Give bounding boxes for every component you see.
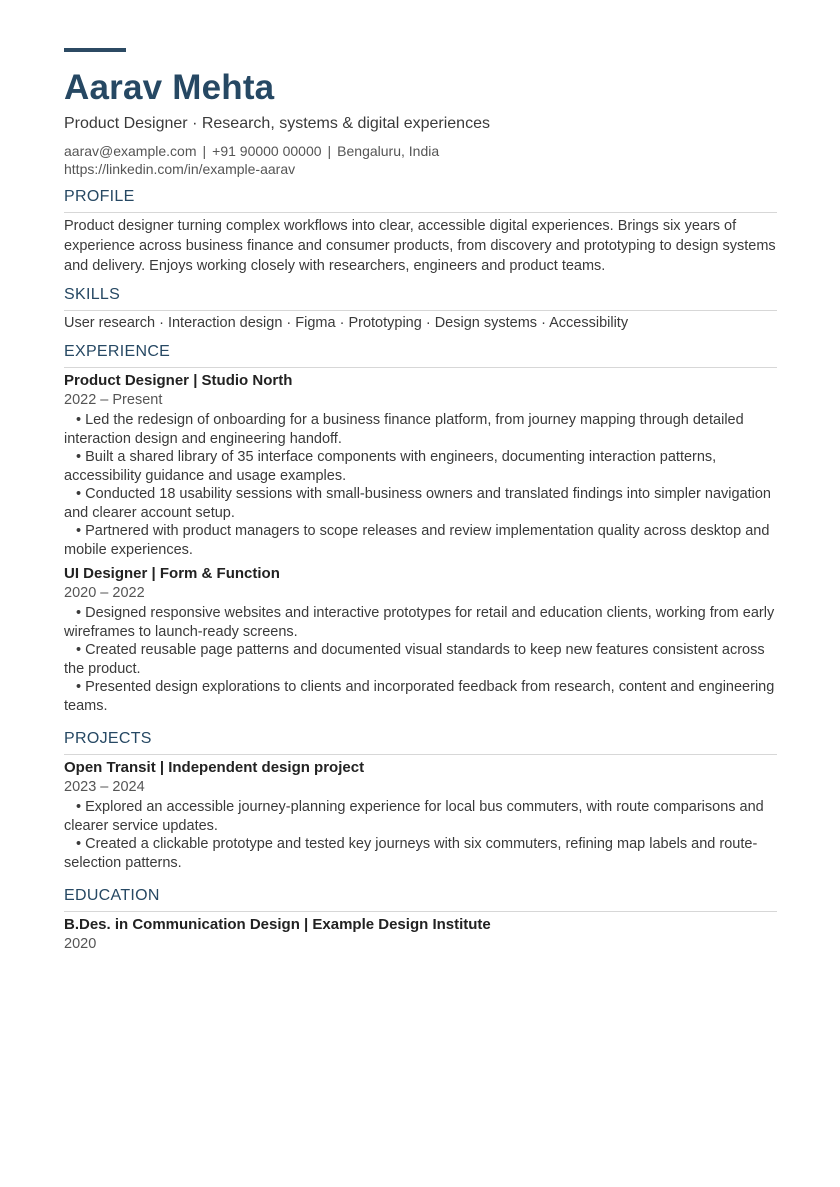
section-title-profile: PROFILE: [64, 187, 777, 213]
bullet-list: [64, 798, 777, 872]
resume-page: [64, 48, 777, 953]
skills-text: User research · Interaction design · Figma · Prototyping · Design systems · Accessibility: [64, 315, 629, 331]
bullet-list: [64, 411, 777, 559]
skills-section: [64, 285, 777, 333]
experience-section: [64, 342, 777, 715]
bullet-item: • Explored an accessible journey-planning experience for local bus commuters, with route comparisons and clearer service updates.: [64, 798, 777, 835]
education-entry: [64, 915, 777, 953]
section-title-skills: SKILLS: [64, 285, 777, 311]
bullet-item: • Presented design explorations to clients and incorporated feedback from research, content and engineering teams.: [64, 678, 777, 715]
entry-date: 2020 – 2022: [64, 585, 145, 601]
profile-section: [64, 187, 777, 276]
bullet-item: • Led the redesign of onboarding for a business finance platform, from journey mapping through detailed interaction design and engineering handoff.: [64, 411, 777, 448]
accent-bar: [64, 48, 126, 52]
section-title-projects: PROJECTS: [64, 729, 777, 755]
education-entries: [64, 915, 777, 953]
projects-section: [64, 729, 777, 872]
entry-date: 2023 – 2024: [64, 779, 145, 795]
entry-title: B.Des. in Communication Design | Example Design Institute: [64, 916, 491, 933]
entry-date: 2022 – Present: [64, 392, 163, 408]
bullet-item: • Conducted 18 usability sessions with small-business owners and translated findings into simpler navigation and clearer account setup.: [64, 485, 777, 522]
section-title-experience: EXPERIENCE: [64, 342, 777, 368]
bullet-item: • Built a shared library of 35 interface components with engineers, documenting interaction patterns, accessibility guidance and usage examples.: [64, 448, 777, 485]
contact-location: Bengaluru, India: [337, 143, 440, 159]
project-entry: [64, 758, 777, 872]
entry-title: UI Designer | Form & Function: [64, 565, 280, 582]
bullet-item: • Created a clickable prototype and tested key journeys with six commuters, refining map labels and route-selection patterns.: [64, 835, 777, 872]
section-title-education: EDUCATION: [64, 886, 777, 912]
contact-info: [64, 142, 777, 178]
entry-title: Product Designer | Studio North: [64, 372, 293, 389]
bullet-item: • Designed responsive websites and interactive prototypes for retail and education clients, working from early wireframes to launch-ready screens.: [64, 604, 777, 641]
bullet-item: • Partnered with product managers to scope releases and review implementation quality across desktop and mobile experiences.: [64, 522, 777, 559]
bullet-item: • Created reusable page patterns and documented visual standards to keep new features consistent across the product.: [64, 641, 777, 678]
contact-separator: |: [202, 143, 207, 159]
project-entries: [64, 758, 777, 872]
education-section: [64, 886, 777, 953]
profile-text: Product designer turning complex workflows into clear, accessible digital experiences. Brings six years of experience across business finance and consumer products, from discovery and prototyping to design systems and delivery. Enjoys working closely with researchers, engineers and product teams.: [64, 218, 776, 274]
contact-linkedin[interactable]: https://linkedin.com/in/example-aarav: [64, 161, 296, 177]
candidate-name: Aarav Mehta: [64, 68, 275, 107]
candidate-subtitle: Product Designer · Research, systems & digital experiences: [64, 115, 490, 132]
contact-line-1: [64, 142, 777, 160]
contact-email[interactable]: aarav@example.com: [64, 143, 197, 159]
experience-entry: [64, 564, 777, 715]
experience-entries: [64, 371, 777, 715]
contact-separator: |: [327, 143, 332, 159]
bullet-list: [64, 604, 777, 715]
entry-title: Open Transit | Independent design project: [64, 759, 365, 776]
entry-date: 2020: [64, 936, 97, 952]
experience-entry: [64, 371, 777, 559]
contact-phone[interactable]: +91 90000 00000: [212, 143, 322, 159]
